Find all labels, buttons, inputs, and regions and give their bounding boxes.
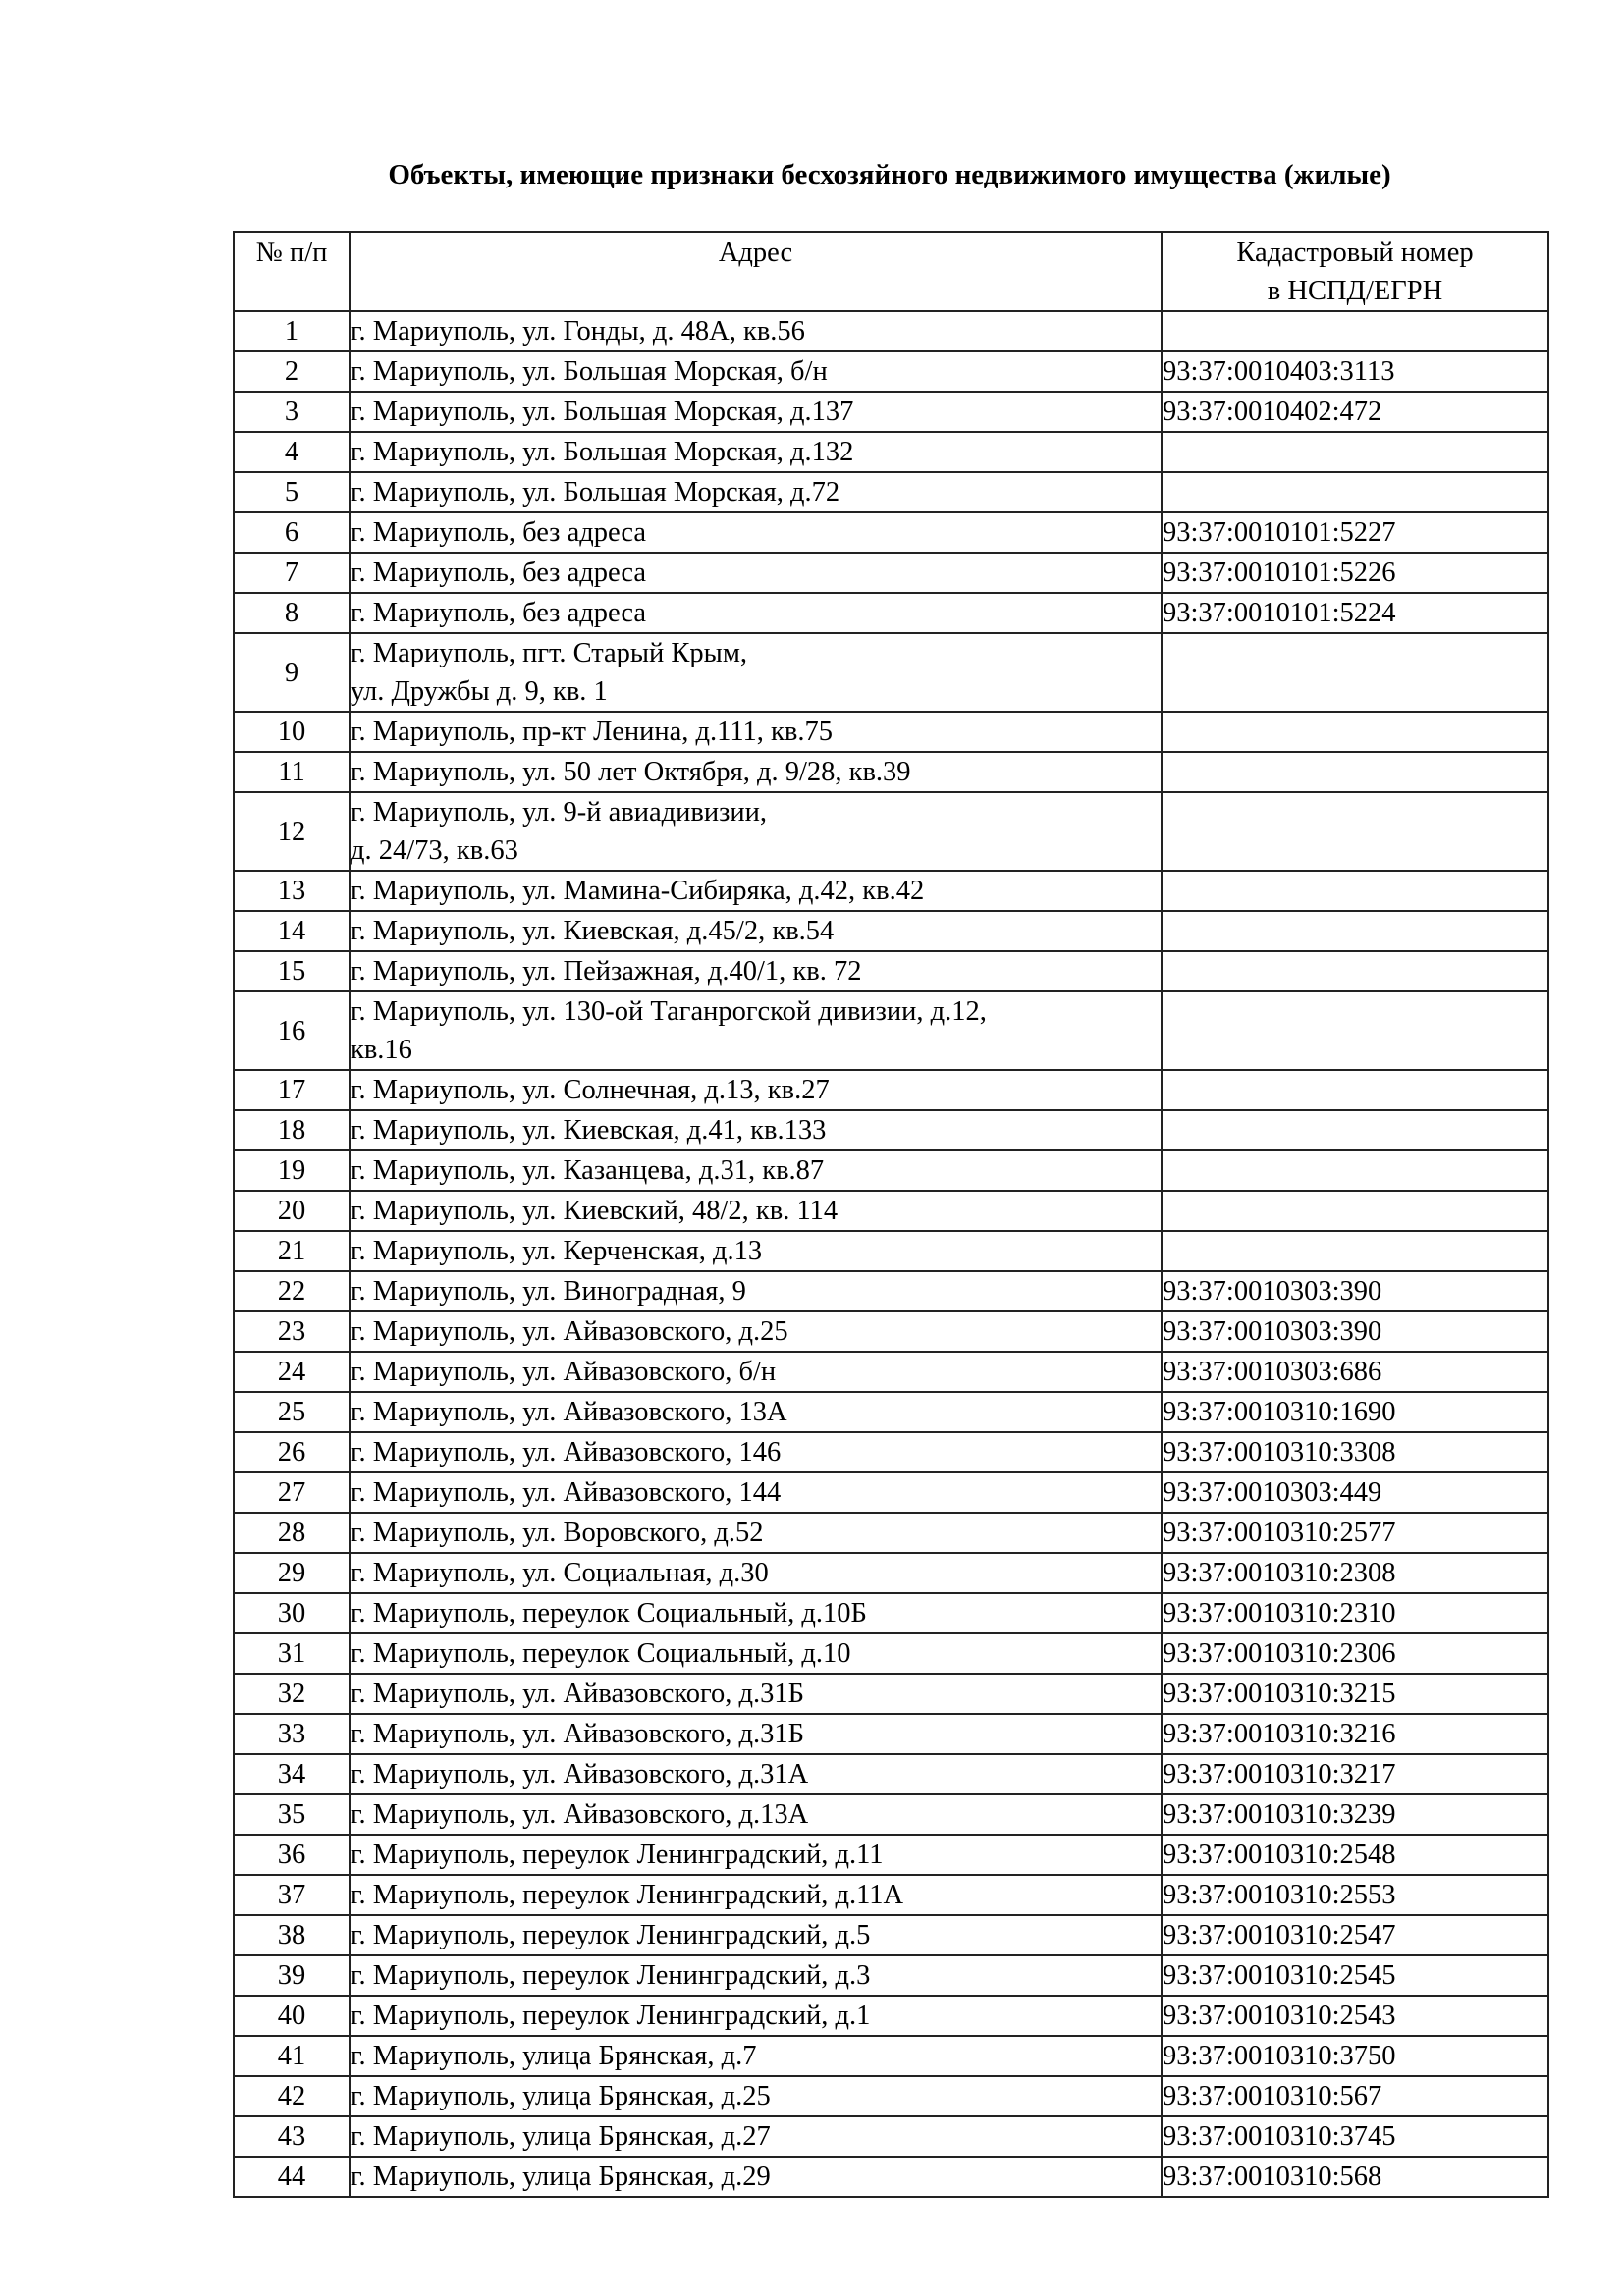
row-address: г. Мариуполь, ул. Айвазовского, д.31А [350, 1754, 1162, 1794]
table-row [234, 1231, 1548, 1271]
row-number: 2 [234, 351, 350, 392]
row-cadastral-number: 93:37:0010303:390 [1162, 1311, 1548, 1352]
row-address: г. Мариуполь, ул. Казанцева, д.31, кв.87 [350, 1150, 1162, 1191]
row-address: г. Мариуполь, ул. Айвазовского, д.31Б [350, 1674, 1162, 1714]
row-number: 43 [234, 2116, 350, 2157]
row-cadastral-number [1162, 432, 1548, 472]
row-number: 6 [234, 512, 350, 553]
table-row [234, 1915, 1548, 1955]
table-body [234, 311, 1548, 2197]
table-row [234, 792, 1548, 871]
table-row [234, 752, 1548, 792]
row-cadastral-number: 93:37:0010310:2553 [1162, 1875, 1548, 1915]
row-address: г. Мариуполь, ул. Большая Морская, д.72 [350, 472, 1162, 512]
row-number: 16 [234, 991, 350, 1070]
table-header-row [234, 232, 1548, 311]
row-address: г. Мариуполь, ул. 130-ой Таганрогской дивизии, д.12, кв.16 [350, 991, 1162, 1070]
row-number: 3 [234, 392, 350, 432]
table-row [234, 392, 1548, 432]
row-cadastral-number [1162, 472, 1548, 512]
row-cadastral-number [1162, 871, 1548, 911]
row-cadastral-number [1162, 633, 1548, 712]
row-address: г. Мариуполь, ул. Киевский, 48/2, кв. 114 [350, 1191, 1162, 1231]
row-number: 37 [234, 1875, 350, 1915]
row-cadastral-number: 93:37:0010310:567 [1162, 2076, 1548, 2116]
row-number: 39 [234, 1955, 350, 1996]
row-cadastral-number [1162, 1231, 1548, 1271]
row-cadastral-number [1162, 752, 1548, 792]
row-cadastral-number: 93:37:0010310:2543 [1162, 1996, 1548, 2036]
row-cadastral-number: 93:37:0010303:449 [1162, 1472, 1548, 1513]
row-cadastral-number: 93:37:0010402:472 [1162, 392, 1548, 432]
row-address: г. Мариуполь, ул. Солнечная, д.13, кв.27 [350, 1070, 1162, 1110]
row-number: 4 [234, 432, 350, 472]
table-row [234, 1271, 1548, 1311]
row-number: 44 [234, 2157, 350, 2197]
row-address: г. Мариуполь, улица Брянская, д.25 [350, 2076, 1162, 2116]
row-address: г. Мариуполь, ул. Большая Морская, д.132 [350, 432, 1162, 472]
row-cadastral-number: 93:37:0010310:2306 [1162, 1633, 1548, 1674]
table-row [234, 1794, 1548, 1835]
table-row [234, 512, 1548, 553]
table-row [234, 1191, 1548, 1231]
document-title: Объекты, имеющие признаки бесхозяйного недвижимого имущества (жилые) [388, 159, 1391, 190]
row-cadastral-number: 93:37:0010403:3113 [1162, 351, 1548, 392]
table-row [234, 712, 1548, 752]
row-address: г. Мариуполь, без адреса [350, 512, 1162, 553]
table-row [234, 1472, 1548, 1513]
table-row [234, 311, 1548, 351]
row-number: 12 [234, 792, 350, 871]
table-row [234, 472, 1548, 512]
row-cadastral-number [1162, 911, 1548, 951]
row-number: 13 [234, 871, 350, 911]
table-row [234, 1311, 1548, 1352]
row-address: г. Мариуполь, ул. Социальная, д.30 [350, 1553, 1162, 1593]
row-address: г. Мариуполь, переулок Ленинградский, д.11 [350, 1835, 1162, 1875]
row-cadastral-number: 93:37:0010303:390 [1162, 1271, 1548, 1311]
row-address: г. Мариуполь, ул. Киевская, д.41, кв.133 [350, 1110, 1162, 1150]
row-address: г. Мариуполь, ул. Айвазовского, д.31Б [350, 1714, 1162, 1754]
row-address: г. Мариуполь, ул. Воровского, д.52 [350, 1513, 1162, 1553]
table-row [234, 1674, 1548, 1714]
row-number: 17 [234, 1070, 350, 1110]
row-number: 27 [234, 1472, 350, 1513]
row-cadastral-number: 93:37:0010310:2548 [1162, 1835, 1548, 1875]
table-row [234, 2076, 1548, 2116]
table-row [234, 633, 1548, 712]
row-cadastral-number: 93:37:0010310:3216 [1162, 1714, 1548, 1754]
row-cadastral-number: 93:37:0010310:3308 [1162, 1432, 1548, 1472]
row-cadastral-number [1162, 991, 1548, 1070]
table-row [234, 1110, 1548, 1150]
row-address: г. Мариуполь, улица Брянская, д.29 [350, 2157, 1162, 2197]
row-number: 30 [234, 1593, 350, 1633]
row-address: г. Мариуполь, ул. Виноградная, 9 [350, 1271, 1162, 1311]
table-row [234, 1754, 1548, 1794]
table-row [234, 1633, 1548, 1674]
table-row [234, 1835, 1548, 1875]
row-address: г. Мариуполь, ул. Айвазовского, 146 [350, 1432, 1162, 1472]
row-number: 35 [234, 1794, 350, 1835]
property-table [233, 231, 1549, 2198]
table-row [234, 2036, 1548, 2076]
row-cadastral-number: 93:37:0010310:3215 [1162, 1674, 1548, 1714]
table-row [234, 1593, 1548, 1633]
row-number: 29 [234, 1553, 350, 1593]
row-number: 26 [234, 1432, 350, 1472]
row-cadastral-number: 93:37:0010101:5226 [1162, 553, 1548, 593]
table-row [234, 991, 1548, 1070]
table-row [234, 2116, 1548, 2157]
row-address: г. Мариуполь, переулок Социальный, д.10 [350, 1633, 1162, 1674]
row-number: 24 [234, 1352, 350, 1392]
row-address: г. Мариуполь, переулок Ленинградский, д.3 [350, 1955, 1162, 1996]
row-address: г. Мариуполь, без адреса [350, 553, 1162, 593]
row-number: 32 [234, 1674, 350, 1714]
row-cadastral-number: 93:37:0010101:5227 [1162, 512, 1548, 553]
table-row [234, 1070, 1548, 1110]
table-row [234, 432, 1548, 472]
row-number: 28 [234, 1513, 350, 1553]
row-address: г. Мариуполь, пр-кт Ленина, д.111, кв.75 [350, 712, 1162, 752]
table-row [234, 1513, 1548, 1553]
row-cadastral-number [1162, 311, 1548, 351]
row-number: 36 [234, 1835, 350, 1875]
row-cadastral-number [1162, 951, 1548, 991]
row-address: г. Мариуполь, переулок Ленинградский, д.11А [350, 1875, 1162, 1915]
row-number: 19 [234, 1150, 350, 1191]
row-cadastral-number: 93:37:0010310:2310 [1162, 1593, 1548, 1633]
row-address: г. Мариуполь, ул. Мамина-Сибиряка, д.42, кв.42 [350, 871, 1162, 911]
row-number: 10 [234, 712, 350, 752]
row-number: 41 [234, 2036, 350, 2076]
row-cadastral-number: 93:37:0010310:2547 [1162, 1915, 1548, 1955]
row-number: 15 [234, 951, 350, 991]
row-address: г. Мариуполь, переулок Ленинградский, д.1 [350, 1996, 1162, 2036]
column-header-cadastral: Кадастровый номер в НСПД/ЕГРН [1162, 232, 1548, 311]
table-row [234, 1392, 1548, 1432]
row-cadastral-number [1162, 1150, 1548, 1191]
column-header-number: № п/п [234, 232, 350, 311]
row-address: г. Мариуполь, ул. Айвазовского, 13А [350, 1392, 1162, 1432]
row-cadastral-number [1162, 1070, 1548, 1110]
row-number: 7 [234, 553, 350, 593]
row-number: 18 [234, 1110, 350, 1150]
row-address: г. Мариуполь, переулок Ленинградский, д.5 [350, 1915, 1162, 1955]
row-number: 42 [234, 2076, 350, 2116]
row-number: 1 [234, 311, 350, 351]
row-cadastral-number: 93:37:0010310:3745 [1162, 2116, 1548, 2157]
row-address: г. Мариуполь, ул. Айвазовского, д.13А [350, 1794, 1162, 1835]
row-number: 34 [234, 1754, 350, 1794]
table-row [234, 1150, 1548, 1191]
row-address: г. Мариуполь, ул. Айвазовского, 144 [350, 1472, 1162, 1513]
row-number: 22 [234, 1271, 350, 1311]
row-number: 31 [234, 1633, 350, 1674]
row-address: г. Мариуполь, ул. Киевская, д.45/2, кв.54 [350, 911, 1162, 951]
row-number: 20 [234, 1191, 350, 1231]
table-row [234, 911, 1548, 951]
row-address: г. Мариуполь, ул. Айвазовского, д.25 [350, 1311, 1162, 1352]
row-cadastral-number: 93:37:0010310:3239 [1162, 1794, 1548, 1835]
row-number: 8 [234, 593, 350, 633]
table-row [234, 951, 1548, 991]
row-cadastral-number: 93:37:0010310:3217 [1162, 1754, 1548, 1794]
row-number: 9 [234, 633, 350, 712]
row-address: г. Мариуполь, ул. Айвазовского, б/н [350, 1352, 1162, 1392]
row-cadastral-number: 93:37:0010101:5224 [1162, 593, 1548, 633]
row-address: г. Мариуполь, ул. Большая Морская, б/н [350, 351, 1162, 392]
table-row [234, 1875, 1548, 1915]
row-cadastral-number [1162, 792, 1548, 871]
table-row [234, 1352, 1548, 1392]
table-row [234, 1955, 1548, 1996]
column-header-address: Адрес [350, 232, 1162, 311]
table-row [234, 2157, 1548, 2197]
row-cadastral-number: 93:37:0010310:2308 [1162, 1553, 1548, 1593]
row-cadastral-number: 93:37:0010310:568 [1162, 2157, 1548, 2197]
table-row [234, 553, 1548, 593]
table-row [234, 1432, 1548, 1472]
row-number: 23 [234, 1311, 350, 1352]
table-row [234, 593, 1548, 633]
row-address: г. Мариуполь, ул. 9-й авиадивизии, д. 24/73, кв.63 [350, 792, 1162, 871]
row-address: г. Мариуполь, переулок Социальный, д.10Б [350, 1593, 1162, 1633]
table-row [234, 1714, 1548, 1754]
row-address: г. Мариуполь, улица Брянская, д.7 [350, 2036, 1162, 2076]
row-number: 5 [234, 472, 350, 512]
row-address: г. Мариуполь, ул. Большая Морская, д.137 [350, 392, 1162, 432]
row-cadastral-number: 93:37:0010303:686 [1162, 1352, 1548, 1392]
table-row [234, 871, 1548, 911]
row-number: 38 [234, 1915, 350, 1955]
row-cadastral-number: 93:37:0010310:2545 [1162, 1955, 1548, 1996]
row-address: г. Мариуполь, пгт. Старый Крым, ул. Дружбы д. 9, кв. 1 [350, 633, 1162, 712]
row-address: г. Мариуполь, ул. Гонды, д. 48А, кв.56 [350, 311, 1162, 351]
row-cadastral-number [1162, 1110, 1548, 1150]
row-number: 40 [234, 1996, 350, 2036]
row-cadastral-number: 93:37:0010310:1690 [1162, 1392, 1548, 1432]
row-address: г. Мариуполь, улица Брянская, д.27 [350, 2116, 1162, 2157]
row-address: г. Мариуполь, ул. Керченская, д.13 [350, 1231, 1162, 1271]
row-number: 25 [234, 1392, 350, 1432]
table-row [234, 1996, 1548, 2036]
row-address: г. Мариуполь, без адреса [350, 593, 1162, 633]
row-number: 21 [234, 1231, 350, 1271]
row-address: г. Мариуполь, ул. 50 лет Октября, д. 9/28, кв.39 [350, 752, 1162, 792]
row-cadastral-number [1162, 1191, 1548, 1231]
row-cadastral-number: 93:37:0010310:3750 [1162, 2036, 1548, 2076]
row-number: 11 [234, 752, 350, 792]
row-cadastral-number: 93:37:0010310:2577 [1162, 1513, 1548, 1553]
table-row [234, 351, 1548, 392]
row-number: 33 [234, 1714, 350, 1754]
row-cadastral-number [1162, 712, 1548, 752]
row-number: 14 [234, 911, 350, 951]
table-row [234, 1553, 1548, 1593]
row-address: г. Мариуполь, ул. Пейзажная, д.40/1, кв. 72 [350, 951, 1162, 991]
